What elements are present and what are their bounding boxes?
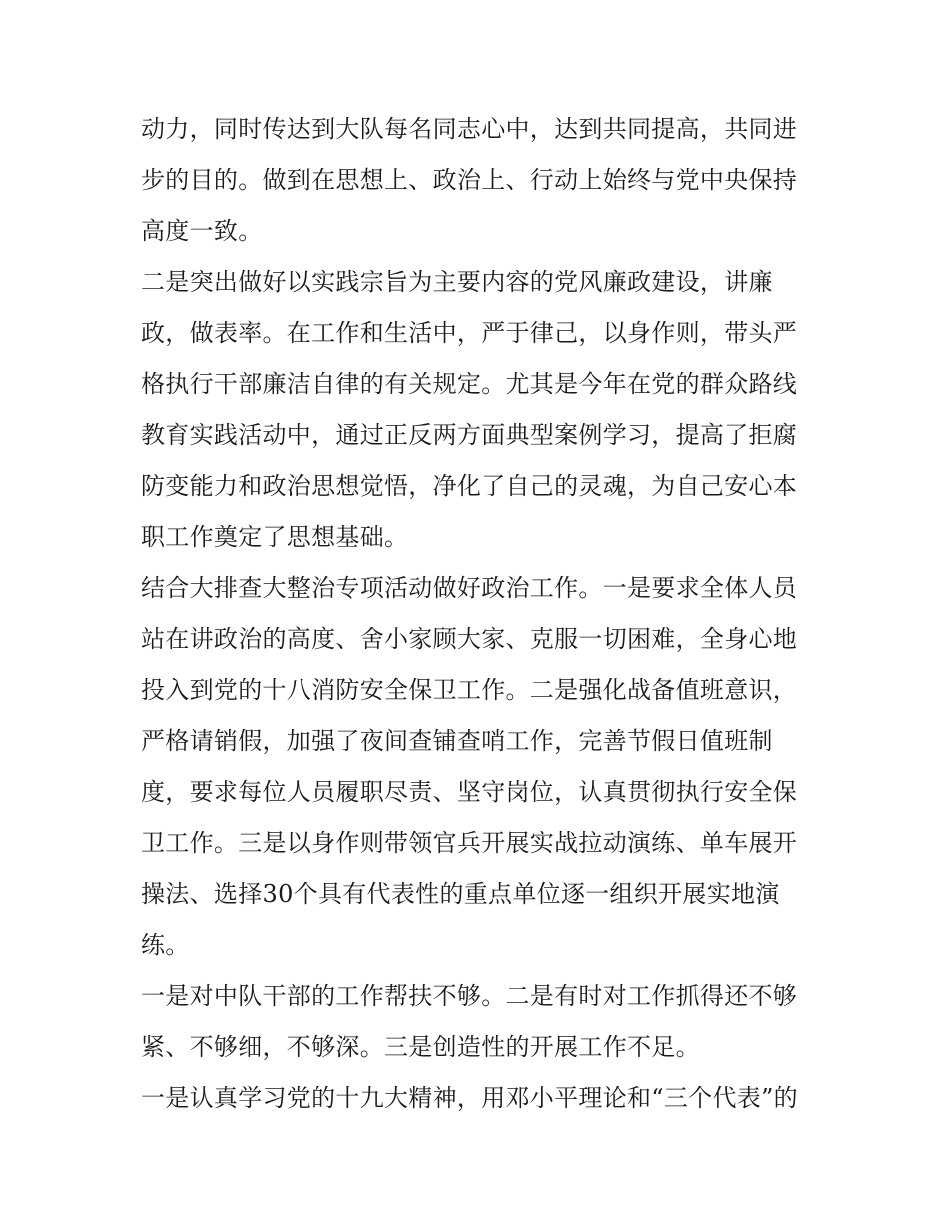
text-line: 紧、不够细，不够深。三是创造性的开展工作不足。 <box>141 1033 700 1061</box>
text-line: 动力，同时传达到大队每名同志心中，达到共同提高，共同进 <box>141 115 798 143</box>
text-line: 投入到党的十八消防安全保卫工作。二是强化战备值班意识， <box>141 676 798 704</box>
text-line: 一是对中队干部的工作帮扶不够。二是有时对工作抓得还不够 <box>141 982 798 1010</box>
paragraph-4 <box>141 971 821 1073</box>
text-line: 防变能力和政治思想觉悟，净化了自己的灵魂，为自己安心本 <box>141 472 798 500</box>
text-line: 二是突出做好以实践宗旨为主要内容的党风廉政建设，讲廉 <box>141 268 773 296</box>
text-line: 练。 <box>141 931 190 959</box>
paragraph-1 <box>141 104 821 257</box>
text-line: 严格请销假，加强了夜间查铺查哨工作，完善节假日值班制 <box>141 727 773 755</box>
text-line: 教育实践活动中，通过正反两方面典型案例学习，提高了拒腐 <box>141 421 798 449</box>
text-line: 格执行干部廉洁自律的有关规定。尤其是今年在党的群众路线 <box>141 370 798 398</box>
paragraph-5 <box>141 1073 821 1124</box>
text-line: 政，做表率。在工作和生活中，严于律己，以身作则，带头严 <box>141 319 798 347</box>
text-line: 高度一致。 <box>141 217 263 245</box>
document-body <box>141 104 821 1124</box>
text-line: 职工作奠定了思想基础。 <box>141 523 409 551</box>
text-line: 卫工作。三是以身作则带领官兵开展实战拉动演练、单车展开 <box>141 829 798 857</box>
text-line: 站在讲政治的高度、舍小家顾大家、克服一切困难，全身心地 <box>141 625 798 653</box>
text-line: 步的目的。做到在思想上、政治上、行动上始终与党中央保持 <box>141 166 798 194</box>
text-line: 一是认真学习党的十九大精神，用邓小平理论和“三个代表”的 <box>141 1084 798 1112</box>
text-line: 操法、选择30个具有代表性的重点单位逐一组织开展实地演 <box>141 880 780 908</box>
paragraph-3 <box>141 563 821 971</box>
paragraph-2 <box>141 257 821 563</box>
text-line: 结合大排查大整治专项活动做好政治工作。一是要求全体人员 <box>141 574 798 602</box>
text-line: 度，要求每位人员履职尽责、坚守岗位，认真贯彻执行安全保 <box>141 778 798 806</box>
